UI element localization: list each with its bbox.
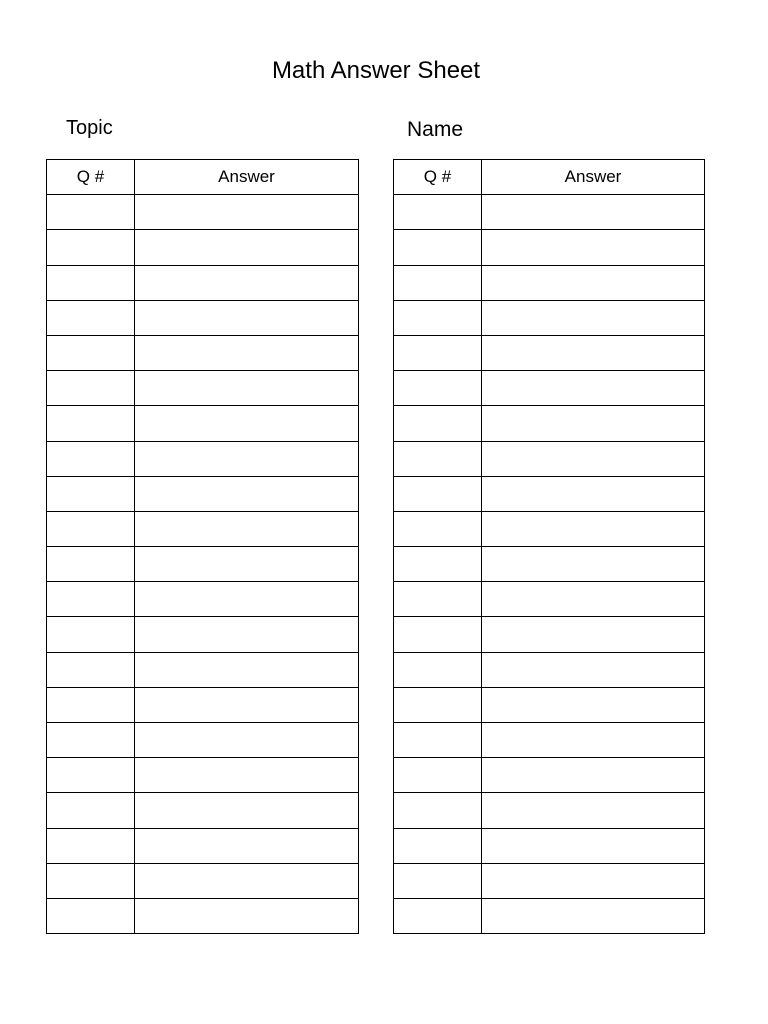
table-row: [47, 406, 359, 441]
q-number-header: Q #: [47, 160, 135, 195]
answer-cell[interactable]: [135, 265, 359, 300]
table-row: [47, 898, 359, 933]
answer-header: Answer: [482, 160, 705, 195]
q-number-cell[interactable]: [394, 898, 482, 933]
q-number-cell[interactable]: [47, 406, 135, 441]
answer-cell[interactable]: [482, 195, 705, 230]
table-row: [47, 617, 359, 652]
q-number-cell[interactable]: [47, 476, 135, 511]
table-row: [47, 723, 359, 758]
answer-cell[interactable]: [135, 300, 359, 335]
q-number-cell[interactable]: [394, 652, 482, 687]
q-number-cell[interactable]: [394, 863, 482, 898]
q-number-cell[interactable]: [47, 300, 135, 335]
q-number-cell[interactable]: [394, 195, 482, 230]
table-row: [394, 652, 705, 687]
q-number-cell[interactable]: [47, 511, 135, 546]
table-row: [394, 371, 705, 406]
table-row: [394, 230, 705, 265]
answer-cell[interactable]: [482, 335, 705, 370]
table-row: [47, 511, 359, 546]
q-number-cell[interactable]: [394, 335, 482, 370]
answer-cell[interactable]: [135, 230, 359, 265]
q-number-cell[interactable]: [394, 441, 482, 476]
table-row: [394, 300, 705, 335]
table-row: [394, 547, 705, 582]
table-row: [47, 793, 359, 828]
table-row: [47, 547, 359, 582]
q-number-cell[interactable]: [394, 687, 482, 722]
table-row: [47, 441, 359, 476]
answer-cell[interactable]: [482, 863, 705, 898]
table-row: [394, 406, 705, 441]
answer-cell[interactable]: [482, 828, 705, 863]
table-row: [47, 652, 359, 687]
q-number-cell[interactable]: [47, 793, 135, 828]
table-row: [394, 793, 705, 828]
answer-cell[interactable]: [482, 371, 705, 406]
answer-cell[interactable]: [482, 230, 705, 265]
table-row: [394, 335, 705, 370]
answer-cell[interactable]: [135, 195, 359, 230]
table-header-row: [47, 160, 359, 195]
table-row: [394, 582, 705, 617]
table-row: [394, 195, 705, 230]
q-number-cell[interactable]: [47, 195, 135, 230]
q-number-cell[interactable]: [47, 547, 135, 582]
q-number-cell[interactable]: [394, 230, 482, 265]
q-number-cell[interactable]: [394, 723, 482, 758]
answer-cell[interactable]: [135, 652, 359, 687]
table-row: [47, 582, 359, 617]
table-row: [394, 758, 705, 793]
answer-cell[interactable]: [482, 265, 705, 300]
name-label: Name: [407, 118, 464, 141]
answer-cell[interactable]: [482, 758, 705, 793]
q-number-cell[interactable]: [394, 511, 482, 546]
answer-cell[interactable]: [135, 441, 359, 476]
q-number-cell[interactable]: [394, 300, 482, 335]
answer-cell[interactable]: [135, 723, 359, 758]
table-row: [394, 863, 705, 898]
table-row: [394, 617, 705, 652]
answer-cell[interactable]: [482, 582, 705, 617]
topic-label: Topic: [66, 117, 113, 139]
answer-cell[interactable]: [482, 652, 705, 687]
table-row: [47, 300, 359, 335]
q-number-cell[interactable]: [394, 617, 482, 652]
q-number-cell[interactable]: [394, 828, 482, 863]
answer-cell[interactable]: [135, 335, 359, 370]
answer-cell[interactable]: [135, 371, 359, 406]
answer-table-right: [393, 159, 705, 934]
q-number-cell[interactable]: [394, 582, 482, 617]
answer-cell[interactable]: [482, 547, 705, 582]
q-number-cell[interactable]: [47, 723, 135, 758]
answer-cell[interactable]: [482, 441, 705, 476]
q-number-cell[interactable]: [47, 617, 135, 652]
table-row: [47, 335, 359, 370]
table-row: [394, 265, 705, 300]
table-row: [47, 476, 359, 511]
table-row: [394, 828, 705, 863]
q-number-cell[interactable]: [47, 863, 135, 898]
answer-cell[interactable]: [135, 406, 359, 441]
answer-cell[interactable]: [482, 793, 705, 828]
q-number-cell[interactable]: [47, 441, 135, 476]
answer-cell[interactable]: [135, 863, 359, 898]
q-number-cell[interactable]: [47, 898, 135, 933]
q-number-cell[interactable]: [394, 265, 482, 300]
answer-cell[interactable]: [482, 687, 705, 722]
answer-cell[interactable]: [135, 617, 359, 652]
answer-cell[interactable]: [135, 582, 359, 617]
answer-cell[interactable]: [135, 511, 359, 546]
answer-cell[interactable]: [135, 547, 359, 582]
q-number-cell[interactable]: [394, 547, 482, 582]
answer-cell[interactable]: [135, 758, 359, 793]
table-row: [47, 195, 359, 230]
table-row: [47, 687, 359, 722]
q-number-cell[interactable]: [394, 793, 482, 828]
q-number-header: Q #: [394, 160, 482, 195]
answer-cell[interactable]: [135, 687, 359, 722]
q-number-cell[interactable]: [394, 758, 482, 793]
answer-cell[interactable]: [482, 300, 705, 335]
q-number-cell[interactable]: [394, 371, 482, 406]
table-row: [394, 511, 705, 546]
table-row: [394, 441, 705, 476]
answer-cell[interactable]: [135, 898, 359, 933]
page-title: Math Answer Sheet: [271, 57, 481, 84]
answer-cell[interactable]: [482, 617, 705, 652]
table-row: [47, 863, 359, 898]
q-number-cell[interactable]: [47, 335, 135, 370]
q-number-cell[interactable]: [394, 406, 482, 441]
answer-table-left: [46, 159, 359, 934]
table-row: [394, 476, 705, 511]
answer-cell[interactable]: [135, 793, 359, 828]
table-row: [394, 723, 705, 758]
answer-cell[interactable]: [482, 898, 705, 933]
table-row: [47, 265, 359, 300]
table-row: [47, 371, 359, 406]
answer-cell[interactable]: [482, 511, 705, 546]
q-number-cell[interactable]: [47, 582, 135, 617]
answer-cell[interactable]: [482, 476, 705, 511]
q-number-cell[interactable]: [47, 230, 135, 265]
q-number-cell[interactable]: [47, 828, 135, 863]
q-number-cell[interactable]: [394, 476, 482, 511]
q-number-cell[interactable]: [47, 652, 135, 687]
answer-cell[interactable]: [135, 476, 359, 511]
table-row: [394, 898, 705, 933]
table-row: [47, 828, 359, 863]
answer-cell[interactable]: [135, 828, 359, 863]
table-header-row: [394, 160, 705, 195]
table-row: [394, 687, 705, 722]
q-number-cell[interactable]: [47, 687, 135, 722]
answer-cell[interactable]: [482, 723, 705, 758]
q-number-cell[interactable]: [47, 758, 135, 793]
table-row: [47, 230, 359, 265]
answer-header: Answer: [135, 160, 359, 195]
q-number-cell[interactable]: [47, 265, 135, 300]
table-row: [47, 758, 359, 793]
q-number-cell[interactable]: [47, 371, 135, 406]
answer-cell[interactable]: [482, 406, 705, 441]
